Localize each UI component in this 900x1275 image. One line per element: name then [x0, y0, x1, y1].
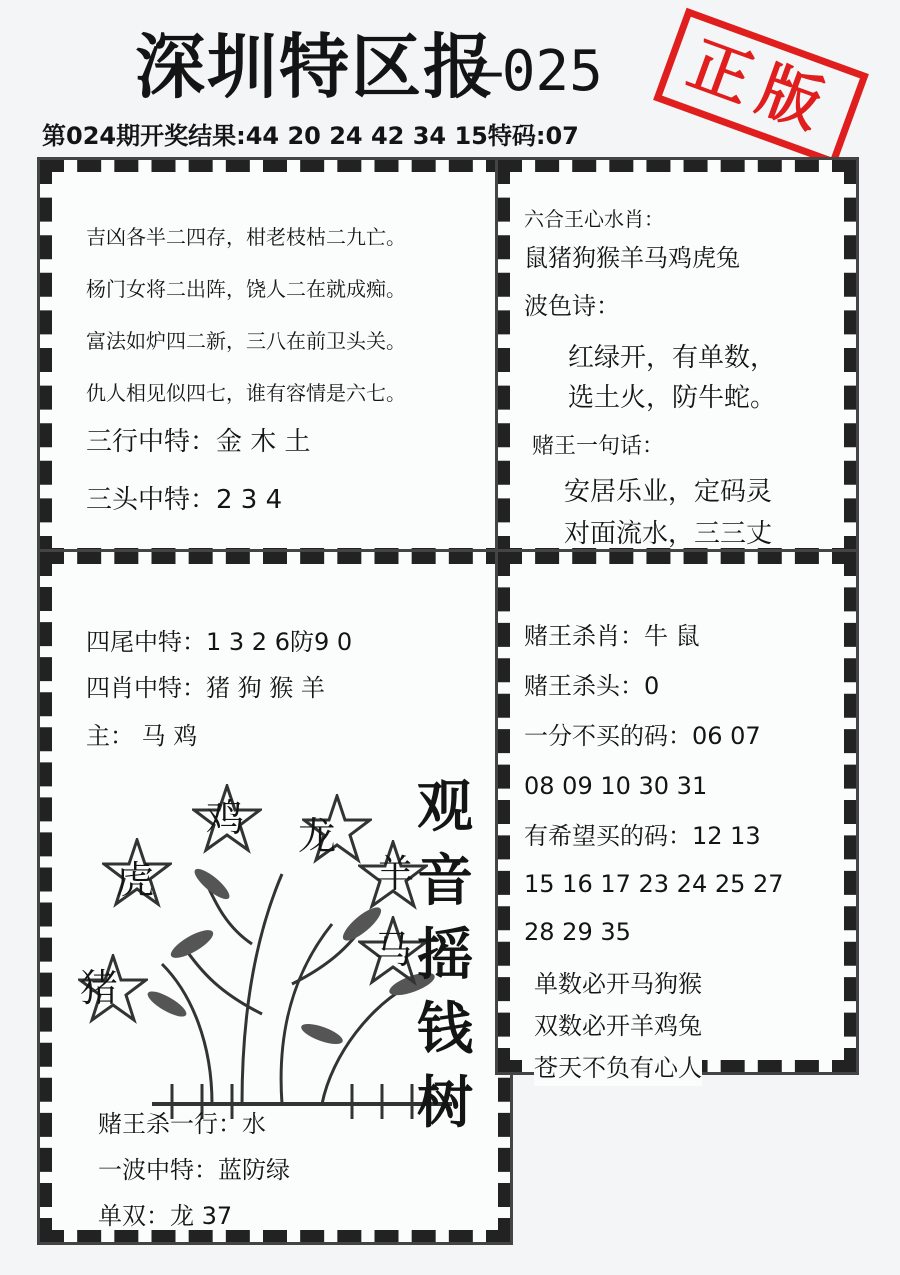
hope-numbers-cont: 28 29 35	[524, 918, 631, 946]
poem-line: 富法如炉四二新，三八在前卫头关。	[86, 329, 406, 353]
main-pick: 主： 马 鸡	[86, 722, 198, 750]
poem-line: 仇人相见似四七，谁有容情是六七。	[86, 381, 406, 405]
tip-line: 苍天不负有心人	[534, 1050, 702, 1086]
tails-pick: 四尾中特：1 3 2 6防9 0	[86, 628, 353, 656]
zodiac-tiger: 虎	[116, 858, 155, 902]
poem-line: 吉凶各半二四存，柑老枝枯二九亡。	[86, 225, 406, 249]
heart-animals: 鼠猪狗猴羊马鸡虎兔	[524, 244, 740, 272]
kill-animal: 赌王杀肖：牛 鼠	[524, 622, 700, 650]
newspaper-title: 深圳特区报	[135, 25, 495, 108]
tip-line: 单数必开马狗猴	[534, 970, 702, 998]
wave-pick: 一波中特：蓝防绿	[98, 1156, 290, 1184]
heads-pick: 三头中特：2 3 4	[86, 485, 283, 515]
four-animals-pick: 四肖中特：猪 狗 猴 羊	[86, 674, 325, 702]
odd-even-pick: 单双：龙 37	[98, 1202, 233, 1230]
zodiac-rooster: 鸡	[206, 796, 245, 840]
zodiac-goat: 羊	[376, 852, 415, 896]
vertical-tree-title: 观音摇钱树	[417, 774, 473, 1136]
poem-line: 杨门女将二出阵，饶人二在就成痴。	[86, 277, 406, 301]
authentic-stamp: 正版	[653, 8, 869, 166]
previous-results: 第024期开奖结果:44 20 24 42 34 15特码:07	[42, 122, 579, 150]
issue-number: —025	[468, 39, 603, 104]
tip-line: 双数必开羊鸡兔	[534, 1012, 702, 1040]
no-buy-numbers-cont: 08 09 10 30 31	[524, 772, 708, 800]
zodiac-horse: 马	[374, 928, 413, 972]
zodiac-pig: 猪	[80, 966, 119, 1010]
wave-label: 波色诗：	[524, 292, 620, 320]
heart-label: 六合王心水肖：	[524, 207, 664, 231]
panel-poem	[40, 160, 510, 560]
hope-numbers: 有希望买的码：12 13	[524, 822, 761, 850]
zodiac-dragon: 龙	[298, 814, 337, 858]
hope-numbers-cont: 15 16 17 23 24 25 27	[524, 870, 784, 898]
no-buy-numbers: 一分不买的码：06 07	[524, 722, 761, 750]
panel-kill-numbers	[498, 552, 856, 1082]
wuxing-pick: 三行中特：金 木 土	[86, 427, 311, 457]
king-label: 赌王一句话：	[532, 434, 665, 459]
kill-head: 赌王杀头：0	[524, 672, 660, 700]
wave-line: 选土火，防牛蛇。	[568, 383, 777, 413]
kill-element: 赌王杀一行：水	[98, 1110, 266, 1138]
king-line: 对面流水，三三丈	[564, 519, 773, 549]
panel-heart-animals	[498, 160, 856, 560]
king-line: 安居乐业，定码灵	[564, 477, 773, 507]
wave-line: 红绿开，有单数，	[568, 343, 777, 373]
